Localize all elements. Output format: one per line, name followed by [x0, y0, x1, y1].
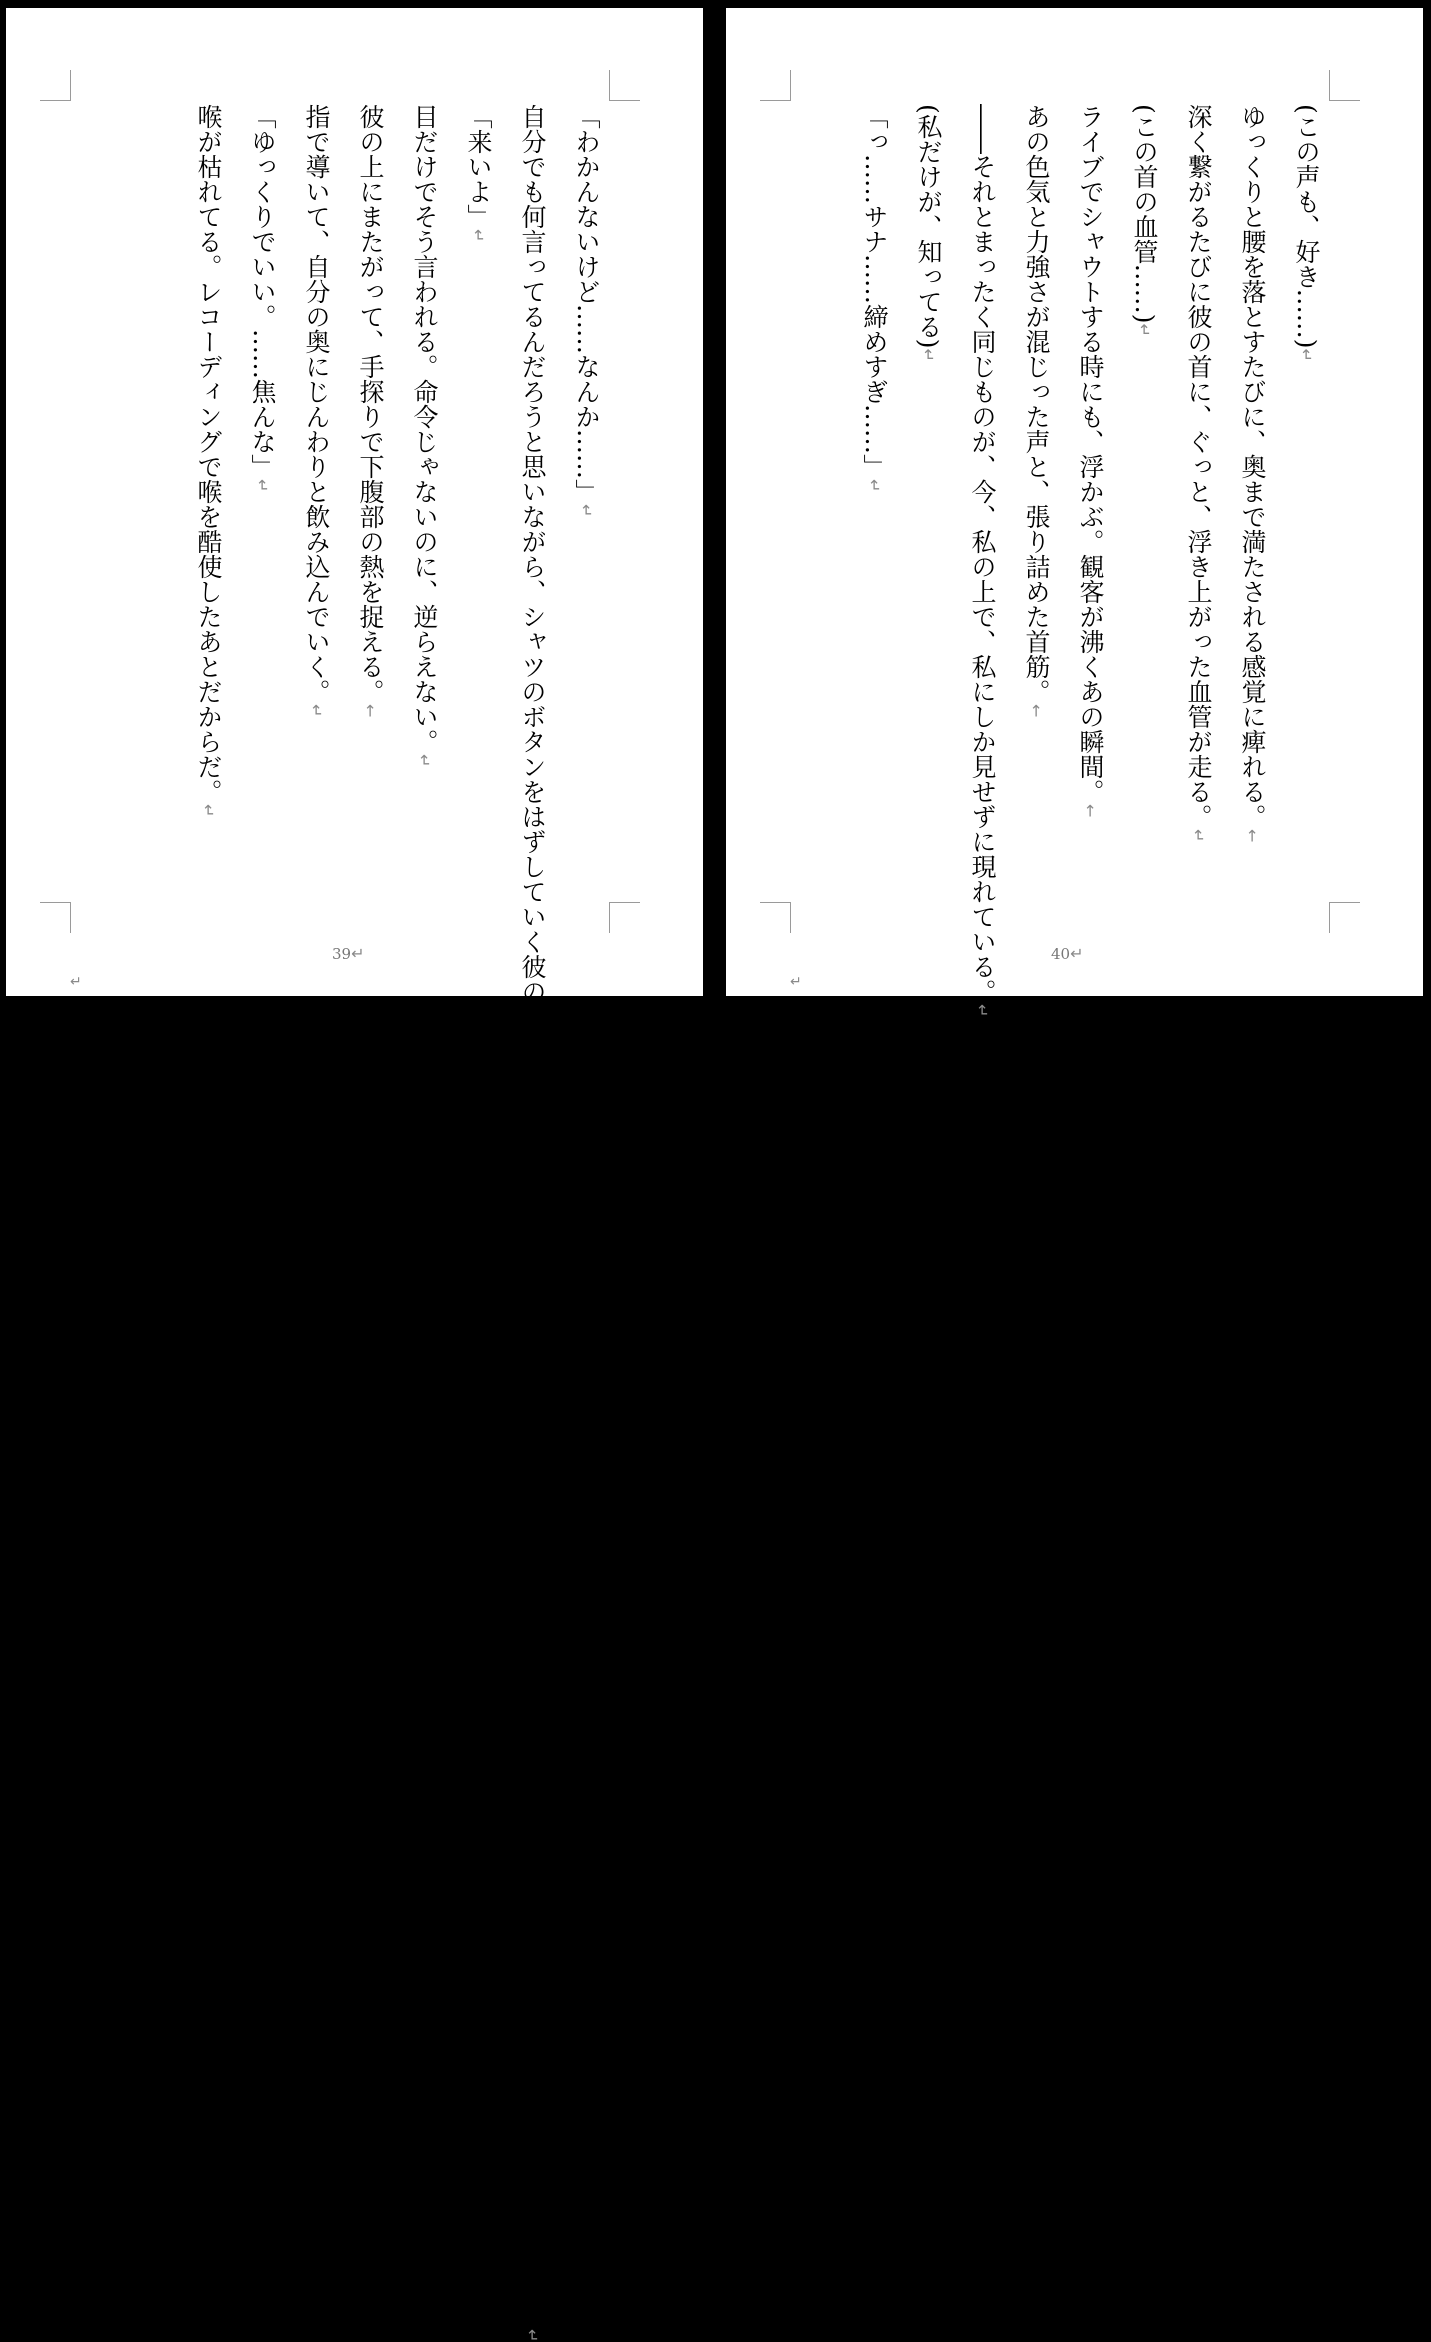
paragraph: (この声も、好き……)↵ [1292, 104, 1321, 362]
paragraph-mark-icon: ↵ [577, 504, 596, 518]
paragraph-mark-icon: ↵ [523, 2329, 542, 2342]
paragraph-mark-icon: ↵ [1070, 944, 1084, 963]
page-number: 40↵ [1051, 944, 1084, 963]
paragraph: 「ゆっくりでいい。……焦んな」↵ [248, 104, 277, 493]
paragraph: 喉が枯れてる。レコーディングで喉を酷使したあとだからだ。↵ [194, 104, 223, 818]
margin-corner-top-left [40, 70, 71, 101]
line-break-mark-icon: ← [1081, 804, 1100, 818]
paragraph-mark-icon: ↵ [973, 1004, 992, 1018]
paragraph: (私だけが、知ってる)↵ [914, 104, 943, 362]
paragraph: 指で導いて、自分の奥にじんわりと飲み込んでいく。↵ [302, 104, 331, 718]
paragraph-mark-icon: ↵ [1135, 323, 1154, 337]
line-break-mark-icon: ← [361, 704, 380, 718]
margin-corner-bottom-right [609, 902, 640, 933]
margin-corner-top-right [609, 70, 640, 101]
paragraph: ゆっくりと腰を落とすたびに、奥まで満たされる感覚に痺れる。← [1238, 104, 1267, 843]
margin-corner-bottom-left [40, 902, 71, 933]
paragraph: 「来いよ」↵ [464, 104, 493, 243]
end-paragraph-mark-icon: ↵ [790, 974, 802, 990]
paragraph-mark-icon: ↵ [865, 479, 884, 493]
paragraph: ライブでシャウトする時にも、浮かぶ。観客が沸くあの瞬間。← [1076, 104, 1105, 818]
paragraph-mark-icon: ↵ [1189, 829, 1208, 843]
paragraph-mark-icon: ↵ [351, 944, 365, 963]
paragraph: 「わかんないけど……なんか……」↵ [572, 104, 601, 518]
paragraph: あの色気と力強さが混じった声と、張り詰めた首筋。← [1022, 104, 1051, 718]
document-page-left [6, 8, 703, 2342]
paragraph-mark-icon: ↵ [253, 479, 272, 493]
paragraph-mark-icon: ↵ [415, 754, 434, 768]
paragraph: 自分でも何言ってるんだろうと思いながら、シャツのボタンをはずしていく彼の手元に視線が釘付けになる。うっすら汗ばんだ肌。そこにベルトを外す金属音が響いて、空気がきゅっと張りつめる。↵ [518, 104, 547, 2342]
paragraph-mark-icon: ↵ [1297, 348, 1316, 362]
paragraph: ――それとまったく同じものが、今、私の上で、私にしか見せずに現れている。↵ [968, 104, 997, 1018]
page-number: 39↵ [332, 944, 365, 963]
margin-corner-top-right [1329, 70, 1360, 101]
paragraph: 目だけでそう言われる。命令じゃないのに、逆らえない。↵ [410, 104, 439, 768]
line-break-mark-icon: ← [1243, 829, 1262, 843]
paragraph: 彼の上にまたがって、手探りで下腹部の熱を捉える。← [356, 104, 385, 718]
paragraph-mark-icon: ↵ [919, 348, 938, 362]
margin-corner-top-left [760, 70, 791, 101]
paragraph-mark-icon: ↵ [307, 704, 326, 718]
margin-corner-bottom-left [760, 902, 791, 933]
paragraph-mark-icon: ↵ [199, 804, 218, 818]
document-page-right [726, 8, 1423, 1018]
margin-corner-bottom-right [1329, 902, 1360, 933]
paragraph-mark-icon: ↵ [469, 229, 488, 243]
end-paragraph-mark-icon: ↵ [70, 974, 82, 990]
paragraph: 深く繋がるたびに彼の首に、ぐっと、浮き上がった血管が走る。↵ [1184, 104, 1213, 843]
paragraph: 「っ……サナ……締めすぎ……」↵ [860, 104, 889, 493]
line-break-mark-icon: ← [1027, 704, 1046, 718]
paragraph: (この首の血管……)↵ [1130, 104, 1159, 337]
